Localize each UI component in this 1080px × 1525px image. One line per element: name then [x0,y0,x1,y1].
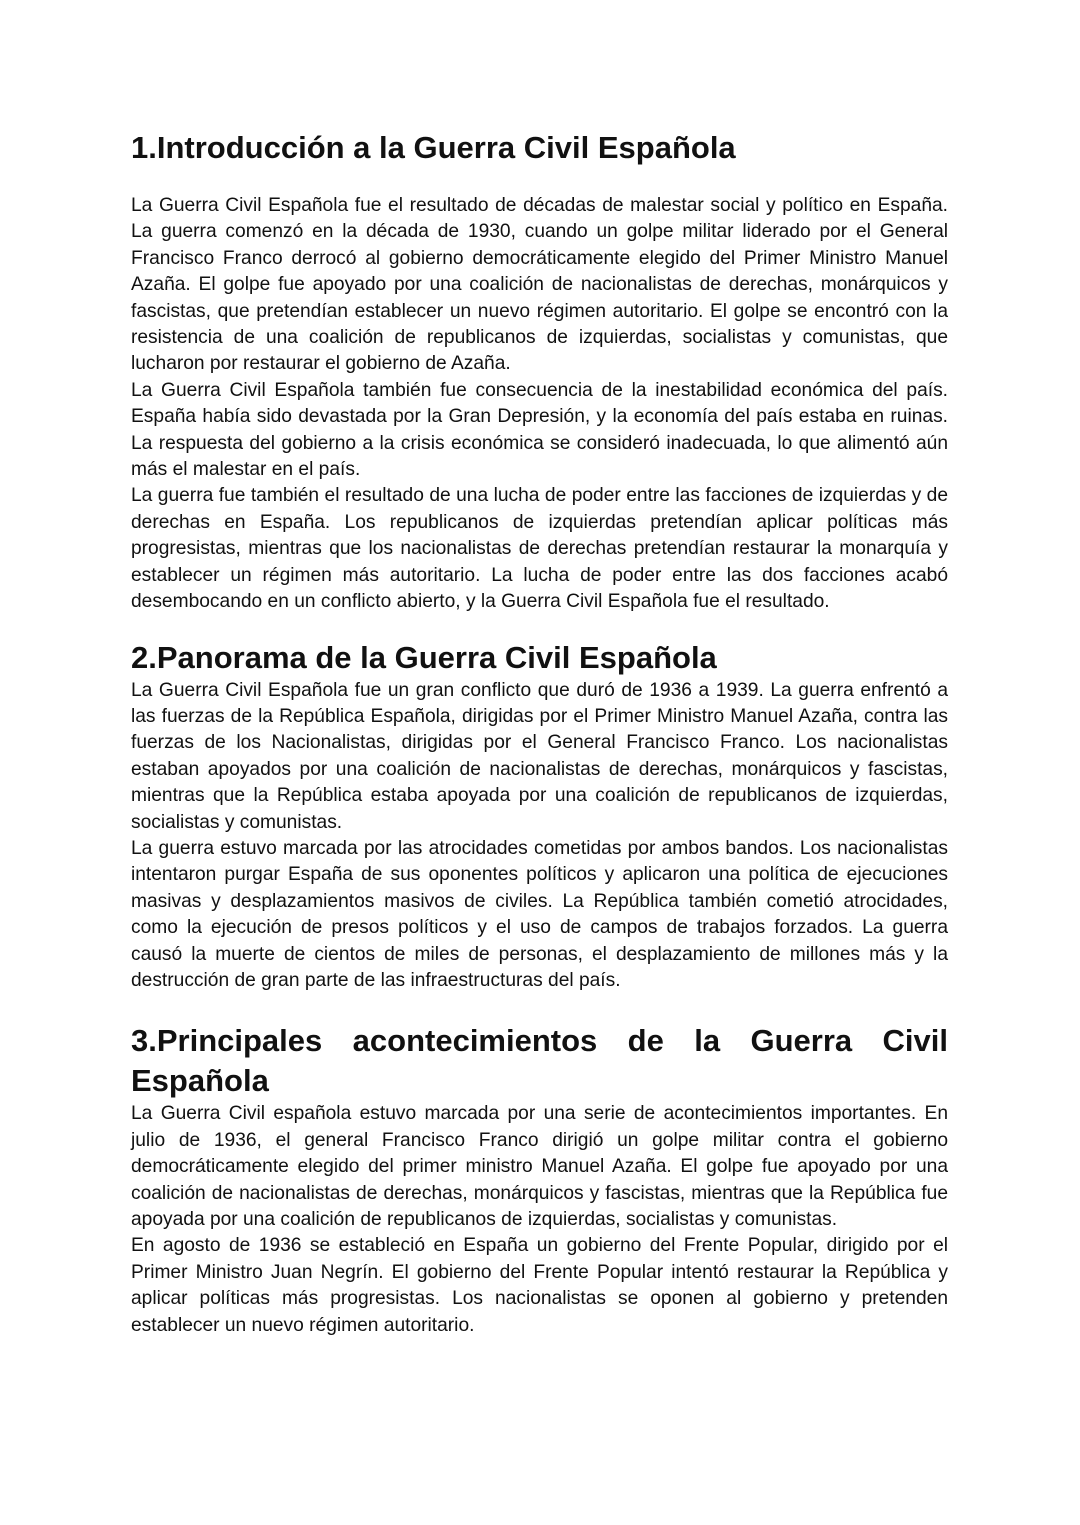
section-heading: 1.Introducción a la Guerra Civil Española [131,130,736,165]
section-heading-line: Española [131,1063,269,1099]
paragraph: La guerra fue también el resultado de una lucha de poder entre las facciones de izquierdas y de derechas en España. Los republicanos de izquierdas pretendían aplicar políticas más progresistas, mientras que los nacionalistas de derechas pretendían restaurar la monarquía y establecer un régimen más autoritario. La lucha de poder entre las dos facciones acabó desembocando en un conflicto abierto, y la Guerra Civil Española fue el resultado. [131,485,948,613]
section-heading: 2.Panorama de la Guerra Civil Española [131,639,717,675]
section-panorama [131,638,948,995]
section-introduccion [131,128,948,616]
document-page [131,128,948,1339]
paragraph: La Guerra Civil Española también fue consecuencia de la inestabilidad económica del país. España había sido devastada por la Gran Depresión, y la economía del país estaba en ruinas. La respuesta del gobierno a la crisis económica se consideró inadecuada, lo que alimentó aún más el malestar en el país. [131,379,948,481]
paragraph: La Guerra Civil Española fue el resultado de décadas de malestar social y político en España. La guerra comenzó en la década de 1930, cuando un golpe militar liderado por el General Francisco Franco derrocó al gobierno democráticamente elegido del Primer Ministro Manuel Azaña. El golpe fue apoyado por una coalición de nacionalistas de derechas, monárquicos y fascistas, que pretendían establecer un nuevo régimen autoritario. El golpe se encontró con la resistencia de una coalición de republicanos de izquierdas, socialistas y comunistas, que lucharon por restaurar el gobierno de Azaña. [131,195,948,375]
section-acontecimientos [131,1021,948,1339]
paragraph: La Guerra Civil Española fue un gran conflicto que duró de 1936 a 1939. La guerra enfrentó a las fuerzas de la República Española, dirigidas por el Primer Ministro Manuel Azaña, contra las fuerzas de los Nacionalistas, dirigidas por el General Francisco Franco. Los nacionalistas estaban apoyados por una coalición de nacionalistas de derechas, monárquicos y fascistas, mientras que la República estaba apoyada por una coalición de republicanos de izquierdas, socialistas y comunistas. [131,679,948,833]
section-heading [131,1021,948,1101]
paragraph: La guerra estuvo marcada por las atrocidades cometidas por ambos bandos. Los nacionalistas intentaron purgar España de sus oponentes políticos y aplicaron una política de ejecuciones masivas y desplazamientos masivos de civiles. La República también cometió atrocidades, como la ejecución de presos políticos y el uso de campos de trabajos forzados. La guerra causó la muerte de cientos de miles de personas, el desplazamiento de millones más y la destrucción de gran parte de las infraestructuras del país. [131,837,948,991]
paragraph: La Guerra Civil española estuvo marcada por una serie de acontecimientos importantes. En julio de 1936, el general Francisco Franco dirigió un golpe militar contra el gobierno democráticamente elegido del primer ministro Manuel Azaña. El golpe fue apoyado por una coalición de nacionalistas de derechas, monárquicos y fascistas, mientras que la República fue apoyada por una coalición de republicanos de izquierdas, socialistas y comunistas. [131,1103,948,1230]
section-heading-line: 3.Principales acontecimientos de la Guerra Civil [131,1023,948,1059]
paragraph: En agosto de 1936 se estableció en España un gobierno del Frente Popular, dirigido por el Primer Ministro Juan Negrín. El gobierno del Frente Popular intentó restaurar la República y aplicar políticas más progresistas. Los nacionalistas se oponen al gobierno y pretenden establecer un nuevo régimen autoritario. [131,1235,948,1336]
